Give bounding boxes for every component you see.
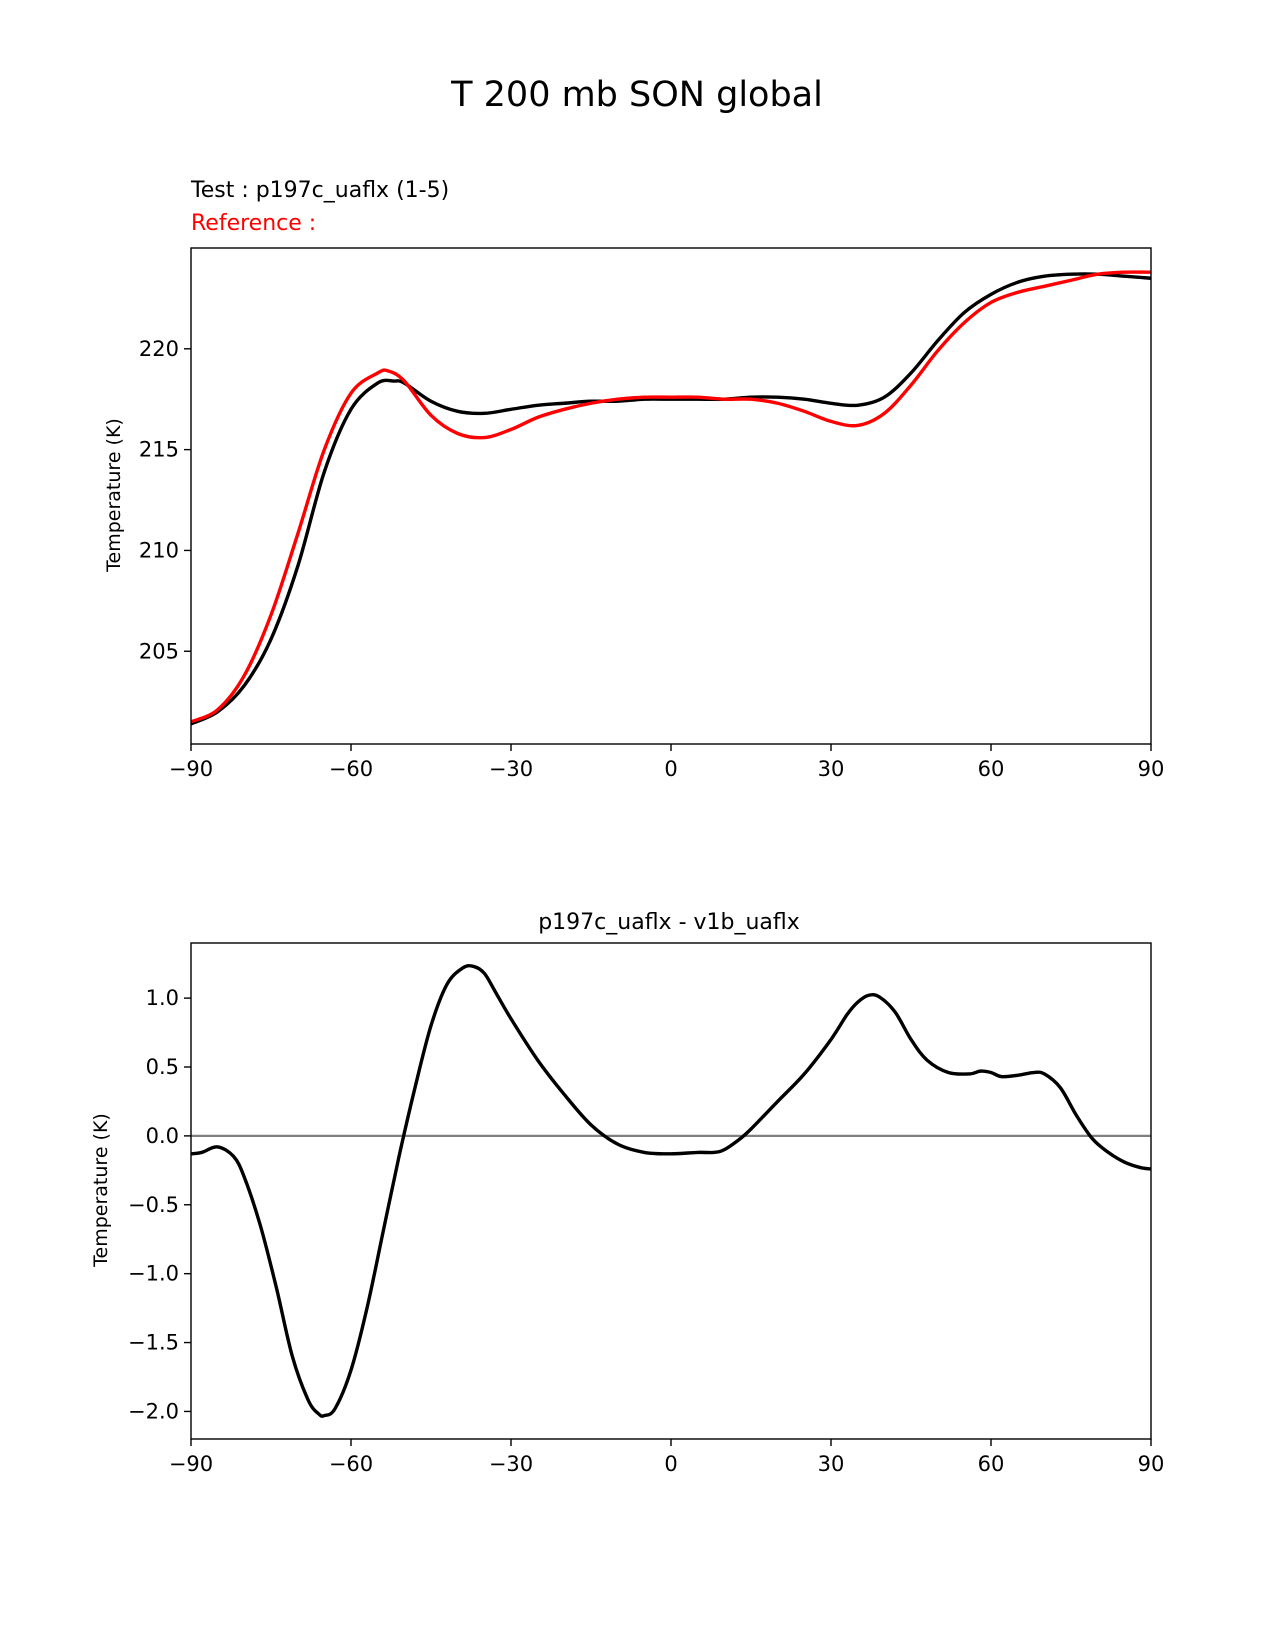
bottom-x-tick-label: 0 [664,1452,678,1476]
bottom-x-tick-label: −60 [328,1452,374,1476]
top-panel-reference-label: Reference : [191,211,317,236]
top-x-tick-label: 60 [977,757,1005,781]
bottom-panel-title: p197c_uaflx - v1b_uaflx [538,910,800,935]
top-y-tick-label: 210 [138,538,179,563]
bottom-x-tick-label: −30 [488,1452,534,1476]
top-panel-ylabel: Temperature (K) [103,418,125,572]
bottom-x-tick-label: 30 [817,1452,845,1476]
bottom-y-tick-label: 0.5 [145,1055,179,1079]
top-x-tick-label: 0 [664,757,678,781]
bottom-y-tick-label: −1.5 [128,1330,179,1355]
bottom-x-tick-label: 90 [1137,1452,1165,1476]
bottom-y-tick-label: −1.0 [128,1261,179,1286]
bottom-y-tick-label: 0.0 [145,1123,179,1148]
top-x-tick-label: −90 [168,757,214,781]
bottom-y-tick-label: 1.0 [145,986,179,1011]
top-y-tick-label: 205 [138,639,179,664]
bottom-x-tick-label: 60 [977,1452,1005,1476]
bottom-x-tick-label: −90 [168,1452,214,1476]
bottom-y-tick-label: −0.5 [128,1192,179,1217]
bottom-y-tick-label: −2.0 [128,1399,179,1424]
top-x-tick-label: 30 [817,757,845,781]
bottom-panel-ylabel: Temperature (K) [90,1113,112,1267]
top-x-tick-label: −30 [488,757,534,781]
top-panel-test-label: Test : p197c_uaflx (1-5) [191,178,450,203]
top-x-tick-label: 90 [1137,757,1165,781]
figure-suptitle: T 200 mb SON global [451,75,823,115]
top-y-tick-label: 220 [138,336,179,361]
top-y-tick-label: 215 [138,437,179,462]
top-x-tick-label: −60 [328,757,374,781]
